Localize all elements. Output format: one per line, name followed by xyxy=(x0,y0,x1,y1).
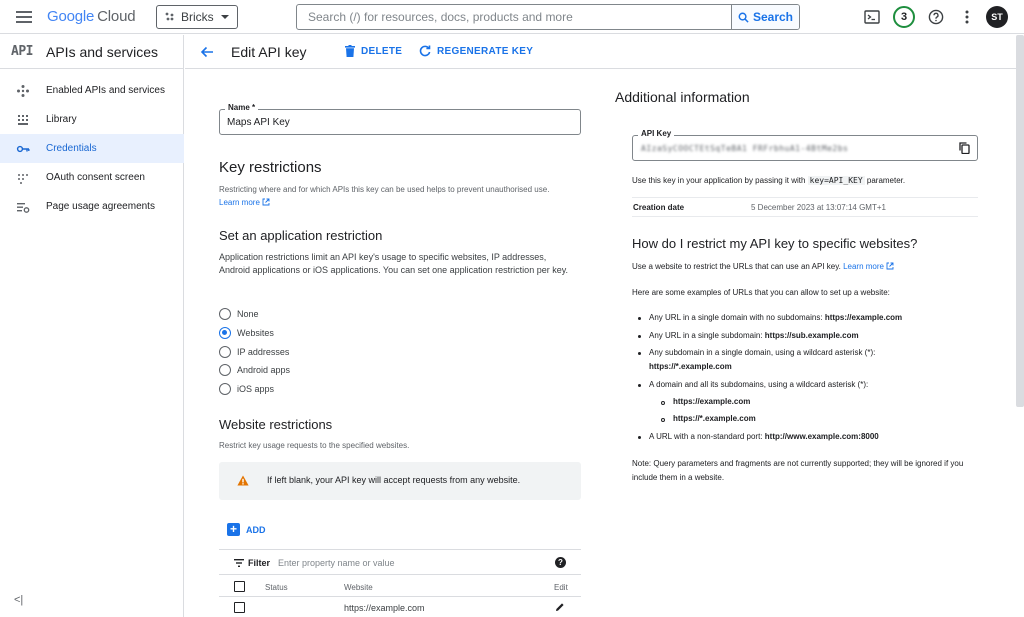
example-4-sub-1 xyxy=(673,395,750,409)
creation-date-value: 5 December 2023 at 13:07:14 GMT+1 xyxy=(751,203,886,212)
warning-banner xyxy=(219,462,581,500)
google-cloud-logo[interactable] xyxy=(47,8,135,25)
apis-icon xyxy=(16,84,30,98)
radio-button[interactable] xyxy=(219,364,231,376)
cloud-shell-icon[interactable] xyxy=(862,7,882,27)
edit-pencil-icon[interactable] xyxy=(555,602,565,612)
learn-more-link[interactable]: Learn more xyxy=(219,198,260,207)
consent-icon xyxy=(16,171,30,185)
bullet xyxy=(638,436,641,439)
filter-bar xyxy=(219,549,581,575)
sidebar-item-label: OAuth consent screen xyxy=(46,172,145,183)
example-5-text: A URL with a non-standard port: xyxy=(649,432,763,441)
select-all-checkbox[interactable] xyxy=(234,581,245,592)
api-key-field xyxy=(632,129,978,161)
search-button-label: Search xyxy=(752,10,794,24)
radio-android-apps[interactable] xyxy=(219,362,290,378)
more-options-icon[interactable] xyxy=(957,7,977,27)
filter-label: Filter xyxy=(248,558,271,568)
name-field-label: Name * xyxy=(225,103,258,112)
logo-google-text: Google xyxy=(47,8,95,25)
add-website-button[interactable] xyxy=(227,523,266,536)
bullet xyxy=(638,335,641,338)
radio-button-selected[interactable] xyxy=(219,327,231,339)
project-dots-icon xyxy=(165,12,175,22)
website-restrictions-heading: Website restrictions xyxy=(219,417,333,432)
main-menu-icon[interactable] xyxy=(14,9,34,25)
avatar[interactable]: ST xyxy=(986,6,1008,28)
project-picker[interactable] xyxy=(156,5,238,29)
example-2-text: Any URL in a single subdomain: xyxy=(649,331,763,340)
sidebar-item-credentials[interactable] xyxy=(0,134,184,163)
table-row xyxy=(219,598,581,617)
external-link-icon xyxy=(262,198,270,206)
howto-learn-more-link[interactable]: Learn more xyxy=(843,262,884,271)
api-key-usage xyxy=(632,174,905,187)
copy-icon[interactable] xyxy=(959,142,970,154)
radio-label: None xyxy=(237,309,259,319)
howto-heading: How do I restrict my API key to specific websites? xyxy=(632,236,918,251)
radio-ios-apps[interactable] xyxy=(219,381,274,397)
example-5 xyxy=(649,430,879,444)
scrollbar[interactable] xyxy=(1016,35,1024,407)
plus-icon: + xyxy=(227,523,240,536)
name-field xyxy=(219,103,581,135)
project-name: Bricks xyxy=(181,10,214,24)
howto-desc-text: Use a website to restrict the URLs that can use an API key. xyxy=(632,262,841,271)
warning-text: If left blank, your API key will accept requests from any website. xyxy=(267,475,521,485)
radio-websites[interactable] xyxy=(219,325,274,341)
column-header-status[interactable]: Status xyxy=(265,583,288,592)
column-help-icon[interactable]: ? xyxy=(555,557,566,568)
sidebar xyxy=(0,35,184,617)
example-4-url-2: https://*.example.com xyxy=(673,414,756,423)
collapse-sidebar-button[interactable]: <| xyxy=(14,594,24,606)
help-icon[interactable] xyxy=(926,7,946,27)
radio-button[interactable] xyxy=(219,308,231,320)
sidebar-item-label: Enabled APIs and services xyxy=(46,85,165,96)
radio-label: IP addresses xyxy=(237,347,290,357)
sidebar-item-label: Credentials xyxy=(46,143,97,154)
sidebar-item-library[interactable] xyxy=(0,105,184,134)
radio-button[interactable] xyxy=(219,346,231,358)
key-restrictions-desc-text: Restricting where and for which APIs this key can be used helps to prevent unauthorised use. xyxy=(219,185,550,194)
chevron-down-icon xyxy=(220,14,230,20)
table-header xyxy=(219,577,581,597)
notifications-badge[interactable]: 3 xyxy=(893,6,915,28)
radio-button[interactable] xyxy=(219,383,231,395)
warning-icon xyxy=(237,475,249,486)
key-restrictions-heading: Key restrictions xyxy=(219,159,322,176)
api-key-usage-prefix: Use this key in your application by passing it with xyxy=(632,176,806,185)
sidebar-item-label: Library xyxy=(46,114,77,125)
top-bar xyxy=(0,0,1024,34)
regenerate-key-button[interactable] xyxy=(419,45,533,57)
regenerate-label: REGENERATE KEY xyxy=(437,45,534,57)
example-3 xyxy=(649,346,969,374)
search-bar xyxy=(296,4,800,30)
api-key-param: key=API_KEY xyxy=(809,176,863,185)
website-restrictions-desc: Restrict key usage requests to the specified websites. xyxy=(219,441,410,450)
bullet xyxy=(638,352,641,355)
search-input[interactable] xyxy=(297,5,731,29)
howto-desc xyxy=(632,260,894,273)
search-button[interactable] xyxy=(731,5,799,29)
api-logo: API xyxy=(11,44,33,59)
key-icon xyxy=(16,142,30,156)
library-icon xyxy=(16,113,30,127)
sidebar-header xyxy=(0,35,184,69)
additional-info-heading: Additional information xyxy=(615,89,750,105)
creation-date-row xyxy=(632,197,978,217)
sidebar-item-page-usage[interactable] xyxy=(0,192,184,221)
bullet xyxy=(638,384,641,387)
column-header-edit: Edit xyxy=(554,583,568,592)
sidebar-title: APIs and services xyxy=(46,44,159,60)
back-arrow-icon[interactable] xyxy=(199,44,215,60)
external-link-icon xyxy=(886,262,894,270)
example-3-url: https://*.example.com xyxy=(649,362,732,371)
radio-label: Android apps xyxy=(237,365,291,375)
example-1 xyxy=(649,311,902,325)
note-text: Note: Query parameters and fragments are not currently supported; they will be ignored if you include them in a website. xyxy=(632,459,964,482)
example-4-text: A domain and all its subdomains, using a wildcard asterisk (*): xyxy=(649,380,869,389)
row-checkbox[interactable] xyxy=(234,602,245,613)
delete-label: DELETE xyxy=(361,45,403,57)
page-header xyxy=(185,35,1024,69)
radio-ip-addresses[interactable] xyxy=(219,344,289,360)
search-icon xyxy=(738,12,749,23)
sidebar-item-label: Page usage agreements xyxy=(46,201,155,212)
example-2 xyxy=(649,329,859,343)
example-1-url: https://example.com xyxy=(824,313,903,322)
example-3-text: Any subdomain in a single domain, using a wildcard asterisk (*): xyxy=(649,348,876,357)
radio-label: Websites xyxy=(237,328,274,338)
row-website: https://example.com xyxy=(344,603,425,613)
filter-icon xyxy=(234,559,244,567)
example-4-url-1: https://example.com xyxy=(673,397,751,406)
api-key-value: AIzaSyCOOCTEtSqTeBA1 FRFrbhuA1-4BtMe2bs xyxy=(641,144,849,153)
sub-bullet xyxy=(661,418,665,422)
example-1-text: Any URL in a single domain with no subdomains: xyxy=(649,313,823,322)
add-label: ADD xyxy=(246,524,266,535)
creation-date-label: Creation date xyxy=(633,203,685,212)
examples-intro: Here are some examples of URLs that you can allow to set up a website: xyxy=(632,288,890,297)
radio-none[interactable] xyxy=(219,306,259,322)
key-restrictions-desc xyxy=(219,183,559,209)
logo-cloud-text: Cloud xyxy=(97,8,136,25)
refresh-icon xyxy=(419,45,431,57)
name-input[interactable] xyxy=(220,110,580,134)
sub-bullet xyxy=(661,401,665,405)
example-2-url: https://sub.example.com xyxy=(764,331,859,340)
example-4-sub-2 xyxy=(673,412,756,426)
example-5-url: http://www.example.com:8000 xyxy=(764,432,879,441)
page-title: Edit API key xyxy=(231,44,307,60)
agreements-icon xyxy=(16,200,30,214)
radio-label: iOS apps xyxy=(237,384,275,394)
api-key-usage-suffix: parameter. xyxy=(866,176,906,185)
filter-input[interactable] xyxy=(278,554,528,571)
trash-icon xyxy=(345,45,355,57)
app-restriction-heading: Set an application restriction xyxy=(219,228,383,243)
sidebar-item-enabled-apis[interactable] xyxy=(0,76,184,105)
delete-button[interactable] xyxy=(345,45,402,57)
sidebar-item-oauth-consent[interactable] xyxy=(0,163,184,192)
api-key-label: API Key xyxy=(638,129,674,138)
app-restriction-desc: Application restrictions limit an API key's usage to specific websites, IP addresses, Android applications or iOS applications. You can set one application restriction per key. xyxy=(219,252,569,275)
column-header-website[interactable]: Website xyxy=(344,583,373,592)
bullet xyxy=(638,317,641,320)
